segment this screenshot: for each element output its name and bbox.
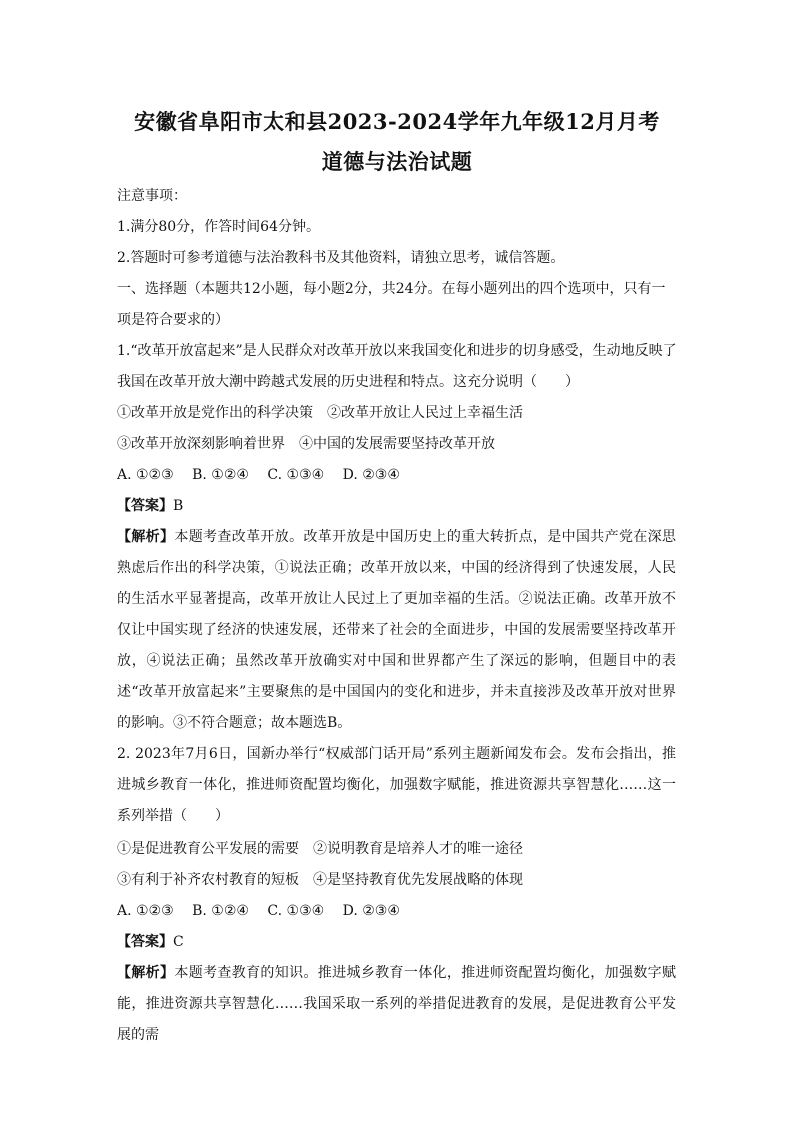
doc-title: 安徽省阜阳市太和县2023-2024学年九年级12月月考 <box>134 109 660 134</box>
q2-option-line: ①是促进教育公平发展的需要 ②说明教育是培养人才的唯一途径 <box>117 841 523 857</box>
section-heading-cont: 项是符合要求的） <box>117 312 229 328</box>
answer-label: 【答案】 <box>117 934 173 950</box>
note-item: 2.答题时可参考道德与法治教科书及其他资料，请独立思考，诚信答题。 <box>117 250 565 266</box>
q1-option-line: ③改革开放深刻影响着世界 ④中国的发展需要坚持改革开放 <box>117 436 495 452</box>
q2-option-line: ③有利于补齐农村教育的短板 ④是坚持教育优先发展战略的体现 <box>117 872 523 888</box>
q1-analysis <box>117 522 676 739</box>
analysis-label: 【解析】 <box>117 529 175 545</box>
doc-subtitle: 道德与法治试题 <box>321 149 473 174</box>
analysis-text: 本题考查教育的知识。推进城乡教育一体化，推进师资配置均衡化，加强数字赋能，推进资源共享智慧化……我国采取一系列的举措促进教育的发展，是促进教育公平发展的需 <box>117 965 677 1043</box>
answer-value: C <box>173 934 184 950</box>
q2-answer <box>117 932 184 952</box>
q2-choices: A. ①②③ B. ①②④ C. ①③④ D. ②③④ <box>117 903 400 919</box>
note-item: 1.满分80分，作答时间64分钟。 <box>117 219 320 235</box>
q2-stem: 2. 2023年7月6日，国新办举行“权威部门话开局”系列主题新闻发布会。发布会指出，推进城乡教育一体化，推进师资配置均衡化，加强数字赋能，推进资源共享智慧化……这一系列举措（ ） <box>117 746 676 824</box>
section-heading: 一、选择题（本题共12小题，每小题2分，共24分。在每小题列出的四个选项中，只有一 <box>117 281 666 297</box>
notes-heading: 注意事项： <box>117 188 187 204</box>
q2-analysis <box>117 958 676 1051</box>
q1-stem: 1.“改革开放富起来”是人民群众对改革开放以来我国变化和进步的切身感受，生动地反映了 <box>117 343 677 359</box>
q1-answer <box>117 496 183 516</box>
analysis-text: 本题考查改革开放。改革开放是中国历史上的重大转折点，是中国共产党在深思熟虑后作出的科学决策，①说法正确；改革开放以来，中国的经济得到了快速发展，人民的生活水平显著提高，改革开放让人民过上了更加幸福的生活。②说法正确。改革开放不仅让中国实现了经济的快速发展，还带来了社会的全面进步，中国的发展需要坚持改革开放，④说法正确；虽然改革开放确实对中国和世界都产生了深远的影响，但题目中的表述“改革开放富起来”主要聚焦的是中国国内的变化和进步，并未直接涉及改革开放对世界的影响。③不符合题意；故本题选B。 <box>117 529 677 731</box>
answer-value: B <box>173 498 184 514</box>
q1-stem-cont: 我国在改革开放大潮中跨越式发展的历史进程和特点。这充分说明（ ） <box>117 374 579 390</box>
q1-choices: A. ①②③ B. ①②④ C. ①③④ D. ②③④ <box>117 467 400 483</box>
answer-label: 【答案】 <box>117 498 173 514</box>
analysis-label: 【解析】 <box>117 965 175 981</box>
q1-option-line: ①改革开放是党作出的科学决策 ②改革开放让人民过上幸福生活 <box>117 405 523 421</box>
